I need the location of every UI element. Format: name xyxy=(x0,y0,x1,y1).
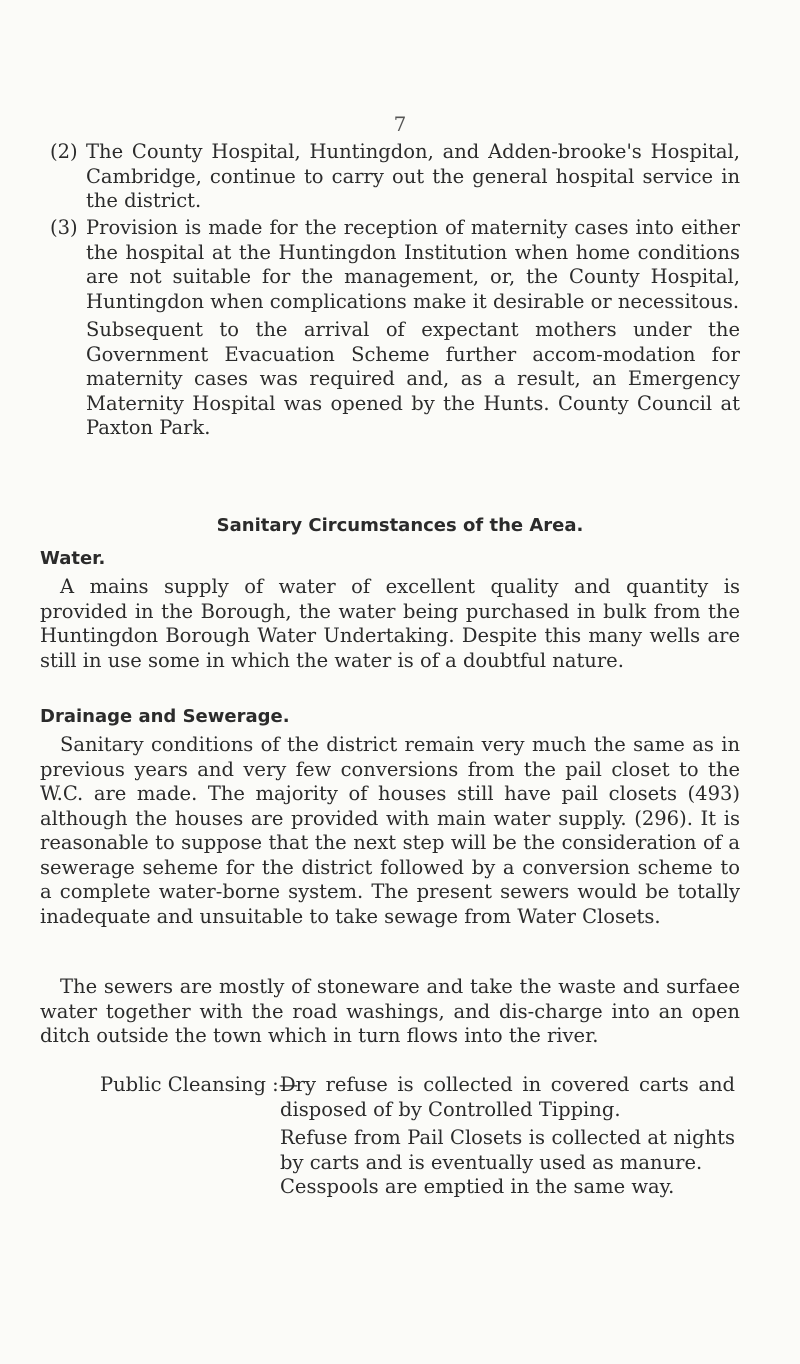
item-text: Provision is made for the reception of maternity cases into either the hospital at the Huntingdon Institution when home conditions are not suitable for the management, or, the County Hospital, Huntingdon when complications make it desirable or necessitous. xyxy=(86,216,740,313)
section-title: Sanitary Circumstances of the Area. xyxy=(216,515,584,536)
cleansing-line: Refuse from Pail Closets is collected at nights by carts and is eventually used as manure. xyxy=(280,1126,735,1174)
public-cleansing-label: Public Cleansing :— xyxy=(100,1073,299,1096)
list-item-2 xyxy=(50,140,740,214)
drainage-paragraph-2: The sewers are mostly of stoneware and take the waste and surfaee water together with the road washings, and dis-charge into an open ditch outside the town which in turn flows into the river. xyxy=(40,975,740,1047)
water-heading: Water. xyxy=(40,548,106,569)
drainage-paragraph-1: Sanitary conditions of the district remain very much the same as in previous years and very few conversions from the pail closet to the W.C. are made. The majority of houses still have pail closets (493) although the houses are provided with main water supply. (296). It is reasonable to suppose that the next step will be the consideration of a sewerage seheme for the district followed by a conversion scheme to a complete water-borne system. The present sewers would be totally inadequate and unsuitable to take sewage from Water Closets. xyxy=(40,733,740,928)
item-text: The County Hospital, Huntingdon, and Adden-brooke's Hospital, Cambridge, continue to carry out the general hospital service in the district. xyxy=(86,140,740,212)
public-cleansing-body xyxy=(280,1073,735,1200)
page-number: 7 xyxy=(393,112,407,136)
item-continuation: Subsequent to the arrival of expectant mothers under the Government Evacuation Scheme further accom-modation for maternity cases was required and, as a result, an Emergency Maternity Hospital was opened by the Hunts. County Council at Paxton Park. xyxy=(86,318,740,439)
item-number: (2) xyxy=(50,140,78,163)
cleansing-line: Cesspools are emptied in the same way. xyxy=(280,1175,675,1198)
cleansing-line: Dry refuse is collected in covered carts and disposed of by Controlled Tipping. xyxy=(280,1073,735,1121)
water-paragraph: A mains supply of water of excellent quality and quantity is provided in the Borough, the water being purchased in bulk from the Huntingdon Borough Water Undertaking. Despite this many wells are still in use some in which the water is of a doubtful nature. xyxy=(40,575,740,672)
item-number: (3) xyxy=(50,216,78,239)
drainage-heading: Drainage and Sewerage. xyxy=(40,706,290,727)
list-item-3 xyxy=(50,216,740,441)
